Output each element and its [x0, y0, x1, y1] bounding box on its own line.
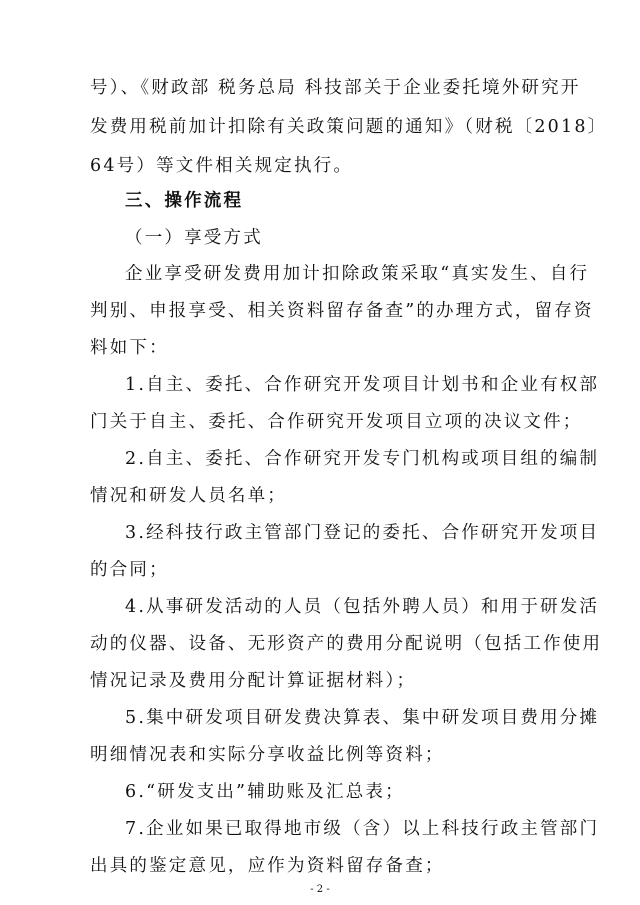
text-line: 发费用税前加计扣除有关政策问题的通知》（财税〔2018〕 — [90, 117, 608, 137]
list-item-line: 7.企业如果已取得地市级（含）以上科技行政主管部门 — [125, 819, 600, 839]
text-line: 出具的鉴定意见，应作为资料留存备查； — [90, 856, 445, 876]
text-line: 判别、申报享受、相关资料留存备查”的办理方式，留存资 — [90, 301, 594, 321]
text-line: 情况记录及费用分配计算证据材料）； — [90, 671, 417, 691]
list-item-line: 1.自主、委托、合作研究开发项目计划书和企业有权部 — [125, 375, 600, 395]
list-item-line: 4.从事研发活动的人员（包括外聘人员）和用于研发活 — [125, 597, 600, 617]
list-item-line: 5.集中研发项目研发费决算表、集中研发项目费用分摊 — [125, 708, 600, 728]
text-line: 门关于自主、委托、合作研究开发项目立项的决议文件； — [90, 412, 583, 432]
text-line: 明细情况表和实际分享收益比例等资料； — [90, 745, 445, 765]
page-number: - 2 - — [310, 884, 330, 895]
text-line: 情况和研发人员名单； — [90, 486, 287, 506]
text-line: 64号）等文件相关规定执行。 — [90, 156, 354, 176]
list-item-line: 3.经科技行政主管部门登记的委托、合作研究开发项目 — [125, 523, 600, 543]
text-line: 号）、《财政部 税务总局 科技部关于企业委托境外研究开 — [90, 78, 581, 98]
list-item-line: 6.“研发支出”辅助账及汇总表； — [125, 782, 405, 802]
text-line: 料如下： — [90, 338, 169, 358]
text-line: 动的仪器、设备、无形资产的费用分配说明（包括工作使用 — [90, 634, 603, 654]
text-line: 企业享受研发费用加计扣除政策采取“真实发生、自行 — [125, 264, 590, 284]
list-item-line: 2.自主、委托、合作研究开发专门机构或项目组的编制 — [125, 449, 600, 469]
text-line: 的合同； — [90, 560, 169, 580]
subsection-heading: （一）享受方式 — [125, 228, 263, 248]
section-heading: 三、操作流程 — [125, 191, 244, 211]
